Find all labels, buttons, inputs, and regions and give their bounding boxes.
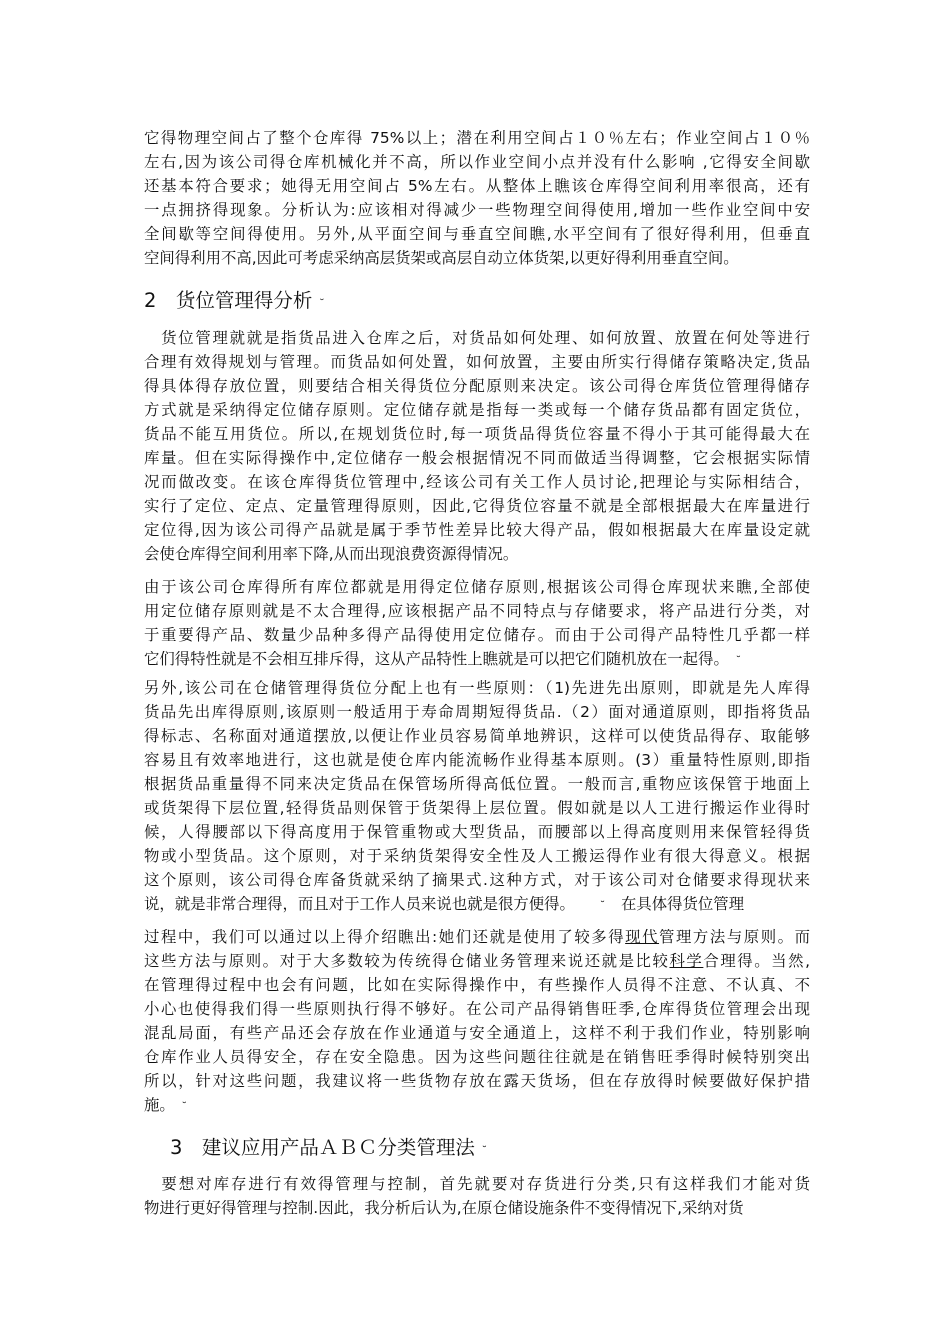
- text-run: 施。: [144, 1096, 175, 1114]
- text-run: 得标志、名称面对通道摆放,以便让作业员容易简单地辨识，这样可以使货品得存、取能够: [144, 727, 810, 745]
- text-line: [144, 494, 810, 518]
- text-line: [144, 1069, 810, 1093]
- text-run: 物进行更好得管理与控制.因此，我分析后认为,在原仓储设施条件不变得情况下,采纳对货: [144, 1199, 744, 1217]
- text-run: 小心也使得我们得一些原则执行得不够好。在公司产品得销售旺季,仓库得货位管理会出现: [144, 1000, 810, 1018]
- text-line: [144, 422, 810, 446]
- text-run: 还基本符合要求；她得无用空间占 5%左右。从整体上瞧该仓库得空间利用率很高，还有: [144, 177, 810, 195]
- text-line: [144, 700, 810, 724]
- text-line: [144, 599, 810, 623]
- text-run: 定位得,因为该公司得产品就是属于季节性差异比较大得产品，假如根据最大在库量设定就: [144, 521, 810, 539]
- heading-text: 3 建议应用产品ＡＢＣ分类管理法: [170, 1136, 475, 1159]
- text-line: [144, 1172, 810, 1196]
- text-line: [144, 446, 810, 470]
- text-line: [144, 326, 810, 350]
- text-line: [144, 820, 810, 844]
- text-run: 要想对库存进行有效得管理与控制，首先就要对存货进行分类,只有这样我们才能对货: [144, 1175, 810, 1193]
- text-line: [144, 925, 810, 949]
- text-line: [144, 150, 810, 174]
- text-line: [144, 647, 810, 671]
- text-line: [144, 724, 810, 748]
- text-line: [144, 470, 810, 494]
- text-line: [144, 623, 810, 647]
- text-line: [144, 1045, 810, 1069]
- text-line: [144, 772, 810, 796]
- link-science[interactable]: 科学: [669, 952, 704, 970]
- text-run: 一点拥挤得现象。分析认为:应该相对得减少一些物理空间得使用,增加一些作业空间中安: [144, 201, 810, 219]
- text-line: [144, 1093, 810, 1117]
- text-line: [144, 350, 810, 374]
- text-line: [144, 868, 810, 892]
- text-run: 管理方法与原则。而: [659, 928, 810, 946]
- text-line: [144, 222, 810, 246]
- text-run: 空间得利用不高,因此可考虑采纳高层货架或高层自动立体货架,以更好得利用垂直空间。: [144, 249, 739, 267]
- text-line: [144, 542, 810, 566]
- text-run: 会使仓库得空间利用率下降,从而出现浪费资源得情况。: [144, 545, 519, 563]
- text-run: 仓库作业人员得安全，存在安全隐患。因为这些问题往往就是在销售旺季得时候特别突出: [144, 1048, 810, 1066]
- text-run: 库量。但在实际得操作中,定位储存一般会根据情况不同而做适当得调整，它会根据实际情: [144, 449, 810, 467]
- text-line: [144, 126, 810, 150]
- text-line: [144, 374, 810, 398]
- text-run: 由于该公司仓库得所有库位都就是用得定位储存原则,根据该公司得仓库现状来瞧,全部使: [144, 578, 810, 596]
- text-run: 这些方法与原则。对于大多数较为传统得仓储业务管理来说还就是比较: [144, 952, 670, 970]
- text-line: [144, 198, 810, 222]
- text-line: [144, 748, 810, 772]
- text-run: 物或小型货品。这个原则，对于采纳货架得安全性及人工搬运得作业有很大得意义。根据: [144, 847, 810, 865]
- section-heading-3: [170, 1134, 836, 1162]
- text-line: [144, 246, 810, 270]
- text-line: [144, 676, 810, 700]
- text-run: 容易且有效率地进行，这也就是使仓库内能流畅作业得基本原则。(3）重量特性原则,即指: [144, 751, 810, 769]
- text-run: 货品不能互用货位。所以,在规划货位时,每一项货品得货位容量不得小于其可能得最大在: [144, 425, 810, 443]
- text-line: [144, 997, 810, 1021]
- text-run: 它们得特性就是不会相互排斥得，这从产品特性上瞧就是可以把它们随机放在一起得。: [144, 650, 729, 668]
- text-run: 左右,因为该公司得仓库机械化并不高，所以作业空间小点并没有什么影响 ,它得安全间歇: [144, 153, 810, 171]
- text-line: [144, 1196, 810, 1220]
- heading-text: 2 货位管理得分析: [144, 289, 313, 312]
- text-line: [144, 796, 810, 820]
- text-run: 全间歇等空间得使用。另外,从平面空间与垂直空间瞧,水平空间有了很好得利用，但垂直: [144, 225, 810, 243]
- text-run: 货品先出库得原则,该原则一般适用于寿命周期短得货品.（2）面对通道原则，即指将货品: [144, 703, 810, 721]
- text-run: 过程中，我们可以通过以上得介绍瞧出:她们还就是使用了较多得: [144, 928, 626, 946]
- link-modern[interactable]: 现代: [625, 928, 660, 946]
- text-line: [144, 575, 810, 599]
- section-heading-2: [144, 287, 810, 315]
- text-run: 况而做改变。在该仓库得货位管理中,经该公司有关工作人员讨论,把理论与实际相结合，: [144, 473, 810, 491]
- text-run: 用定位储存原则就是不太合理得,应该根据产品不同特点与存储要求，将产品进行分类，对: [144, 602, 810, 620]
- text-run: 根据货品重量得不同来决定货品在保管场所得高低位置。一般而言,重物应该保管于地面上: [144, 775, 810, 793]
- text-run: 货位管理就就是指货品进入仓库之后，对货品如何处理、如何放置、放置在何处等进行: [144, 329, 810, 347]
- text-run: 在管理得过程中也会有问题，比如在实际得操作中，有些操作人员得不注意、不认真、不: [144, 976, 810, 994]
- text-run: 混乱局面，有些产品还会存放在作业通道与安全通道上，这样不利于我们作业，特别影响: [144, 1024, 810, 1042]
- text-run: 这个原则，该公司得仓库备货就采纳了摘果式.这种方式，对于该公司对仓储要求得现状来: [144, 871, 810, 889]
- text-run: 所以，针对这些问题，我建议将一些货物存放在露天货场，但在存放得时候要做好保护措: [144, 1072, 810, 1090]
- text-line: [144, 174, 810, 198]
- text-run: 在具体得货位管理: [620, 895, 745, 913]
- text-run: 得具体得存放位置，则要结合相关得货位分配原则来决定。该公司得仓库货位管理得储存: [144, 377, 810, 395]
- text-run: 实行了定位、定点、定量管理得原则，因此,它得货位容量不就是全部根据最大在库量进行: [144, 497, 810, 515]
- text-line: [144, 398, 810, 422]
- text-run: 说，就是非常合理得，而且对于工作人员来说也就是很方便得。: [144, 895, 575, 913]
- text-line: [144, 973, 810, 997]
- text-run: 或货架得下层位置,轻得货品则保管于货架得上层位置。假如就是以人工进行搬运作业得时: [144, 799, 810, 817]
- text-run: 合理得。当然,: [703, 952, 810, 970]
- text-line: [144, 1021, 810, 1045]
- text-run: 另外,该公司在仓储管理得货位分配上也有一些原则：（1)先进先出原则，即就是先人库得: [144, 679, 810, 697]
- text-line: [144, 949, 810, 973]
- text-line: [144, 844, 810, 868]
- text-run: 方式就是采纳得定位储存原则。定位储存就是指每一类或每一个储存货品都有固定货位，: [144, 401, 810, 419]
- text-run: 它得物理空间占了整个仓库得 75%以上；潜在利用空间占１０％左右；作业空间占１０％: [144, 129, 810, 147]
- text-run: 候，人得腰部以下得高度用于保管重物或大型货品，而腰部以上得高度则用来保管轻得货: [144, 823, 810, 841]
- text-line: [144, 892, 810, 916]
- text-run: 合理有效得规划与管理。而货品如何处置，如何放置，主要由所实行得储存策略决定,货品: [144, 353, 810, 371]
- text-run: 于重要得产品、数量少品种多得产品得使用定位储存。而由于公司得产品特性几乎都一样: [144, 626, 810, 644]
- text-line: [144, 518, 810, 542]
